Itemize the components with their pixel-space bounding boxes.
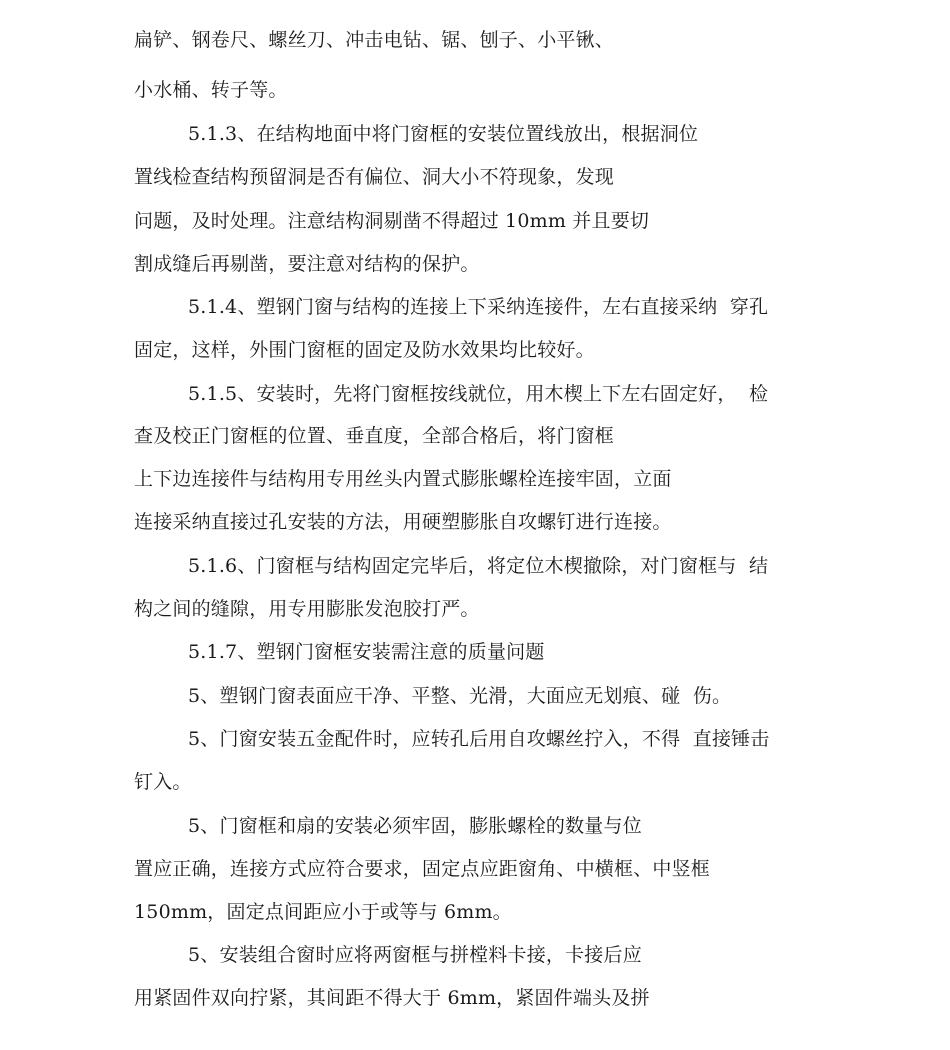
- text-line: 查及校正门窗框的位置、垂直度，全部合格后，将门窗框: [134, 425, 615, 447]
- text-line: 钉入。: [134, 771, 192, 793]
- paragraph-start-line: 5、塑钢门窗表面应干净、平整、光滑，大面应无划痕、碰 伤。: [188, 685, 732, 707]
- text-line: 小水桶、转子等。: [134, 79, 288, 101]
- paragraph-start-line: 5.1.7、塑钢门窗框安装需注意的质量问题: [188, 641, 545, 663]
- text-line: 用紧固件双向拧紧，其间距不得大于 6mm，紧固件端头及拼: [134, 987, 650, 1009]
- paragraph-start-line: 5、门窗框和扇的安装必须牢固，膨胀螺栓的数量与位: [188, 815, 642, 837]
- text-line: 置应正确，连接方式应符合要求，固定点应距窗角、中横框、中竖框: [134, 858, 711, 880]
- text-line: 置线检查结构预留洞是否有偏位、洞大小不符现象，发现: [134, 166, 615, 188]
- text-line: 问题，及时处理。注意结构洞剔凿不得超过 10mm 并且要切: [134, 210, 650, 232]
- text-line: 150mm，固定点间距应小于或等与 6mm。: [134, 901, 512, 923]
- paragraph-start-line: 5.1.5、安装时，先将门窗框按线就位，用木楔上下左右固定好， 检: [188, 383, 769, 405]
- paragraph-start-line: 5、门窗安装五金配件时，应转孔后用自攻螺丝拧入，不得 直接锤击: [188, 728, 770, 750]
- paragraph-start-line: 5.1.3、在结构地面中将门窗框的安装位置线放出，根据洞位: [188, 123, 699, 145]
- paragraph-start-line: 5、安装组合窗时应将两窗框与拼樘料卡接，卡接后应: [188, 944, 642, 966]
- text-line: 上下边连接件与结构用专用丝头内置式膨胀螺栓连接牢固，立面: [134, 468, 672, 490]
- text-line: 连接采纳直接过孔安装的方法，用硬塑膨胀自攻螺钉进行连接。: [134, 511, 672, 533]
- text-line: 割成缝后再剔凿，要注意对结构的保护。: [134, 253, 480, 275]
- text-line: 构之间的缝隙，用专用膨胀发泡胶打严。: [134, 598, 480, 620]
- paragraph-start-line: 5.1.6、门窗框与结构固定完毕后，将定位木楔撤除，对门窗框与 结: [188, 555, 769, 577]
- paragraph-start-line: 5.1.4、塑钢门窗与结构的连接上下采纳连接件，左右直接采纳 穿孔: [188, 296, 769, 318]
- text-line: 固定，这样，外围门窗框的固定及防水效果均比较好。: [134, 339, 595, 361]
- text-line: 扁铲、钢卷尺、螺丝刀、冲击电钻、锯、刨子、小平锹、: [134, 29, 615, 51]
